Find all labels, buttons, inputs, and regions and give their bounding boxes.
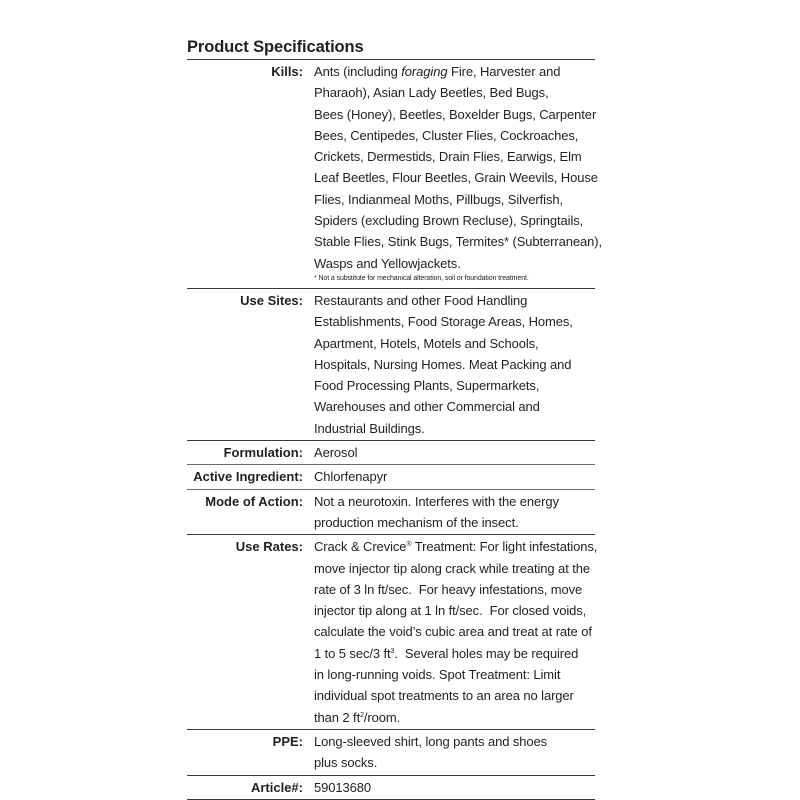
spec-row <box>187 289 595 441</box>
spec-value-line: production mechanism of the insect. <box>314 514 519 530</box>
spec-value-line: Pharaoh), Asian Lady Beetles, Bed Bugs, <box>314 85 549 101</box>
spec-value-line: Spiders (excluding Brown Recluse), Springtails, <box>314 213 584 229</box>
spec-label: Active Ingredient: <box>193 469 303 485</box>
spec-value-line: Aerosol <box>314 445 358 461</box>
product-specifications-sheet <box>187 36 603 800</box>
spec-value-line: Bees, Centipedes, Cluster Flies, Cockroaches, <box>314 127 579 143</box>
spec-value-line: injector tip along at 1 ln ft/sec. For closed voids, <box>314 603 587 619</box>
spec-row <box>187 535 598 730</box>
spec-value-line: Long-sleeved shirt, long pants and shoes <box>314 733 548 749</box>
spec-value-line: in long-running voids. Spot Treatment: Limit <box>314 667 561 683</box>
spec-value <box>314 60 602 288</box>
spec-value-line: Bees (Honey), Beetles, Boxelder Bugs, Carpenter <box>314 106 597 122</box>
spec-value <box>314 441 595 464</box>
spec-value-line: plus socks. <box>314 755 378 771</box>
spec-value-line: Ants (including foraging Fire, Harvester and <box>314 64 561 79</box>
spec-table <box>187 60 603 800</box>
spec-value <box>314 730 595 775</box>
spec-value-line: calculate the void’s cubic area and treat at rate of <box>314 624 592 640</box>
spec-label: Mode of Action: <box>205 493 303 509</box>
spec-value-line: move injector tip along crack while treating at the <box>314 560 590 576</box>
spec-value-line: Chlorfenapyr <box>314 469 388 485</box>
spec-value-line: Flies, Indianmeal Moths, Pillbugs, Silverfish, <box>314 191 564 207</box>
spec-value-line: Apartment, Hotels, Motels and Schools, <box>314 335 539 351</box>
spec-value <box>314 465 595 488</box>
spec-row <box>187 730 595 776</box>
spec-value-line: 59013680 <box>314 779 372 795</box>
spec-value <box>314 490 595 535</box>
spec-value-line: Not a neurotoxin. Interferes with the energy <box>314 493 559 509</box>
spec-label: Use Rates: <box>235 539 303 555</box>
spec-value-line: Crickets, Dermestids, Drain Flies, Earwigs, Elm <box>314 149 582 165</box>
spec-row <box>187 490 595 536</box>
spec-row <box>187 465 595 489</box>
spec-value-line: 1 to 5 sec/3 $ft^3$. Several holes may be required <box>314 645 579 661</box>
spec-label: Use Sites: <box>240 292 303 308</box>
footnote: * Not a substitute for mechanical alteration, soil or foundation treatment. <box>314 274 529 282</box>
spec-label: Article#: <box>250 779 303 795</box>
spec-value-line: Industrial Buildings. <box>314 420 425 436</box>
spec-value-line: Wasps and Yellowjackets. <box>314 255 461 271</box>
spec-row <box>187 60 603 289</box>
spec-value-line: individual spot treatments to an area no larger <box>314 688 574 704</box>
spec-label: PPE: <box>272 733 303 749</box>
page-title: Product Specifications <box>187 36 595 60</box>
spec-value-line: Warehouses and other Commercial and <box>314 399 540 415</box>
spec-row <box>187 441 595 465</box>
spec-value-line: Leaf Beetles, Flour Beetles, Grain Weevils, House <box>314 170 598 186</box>
spec-value-line: Food Processing Plants, Supermarkets, <box>314 378 540 394</box>
spec-value-line: Stable Flies, Stink Bugs, Termites* (Subterranean), <box>314 234 603 250</box>
spec-value-line: Crack & Crevice® Treatment: For light infestations, <box>314 539 598 555</box>
spec-value <box>314 289 595 440</box>
spec-value-line: Restaurants and other Food Handling <box>314 292 528 308</box>
spec-label: Kills: <box>271 64 303 79</box>
spec-value <box>314 535 597 729</box>
spec-value-line: Establishments, Food Storage Areas, Homes, <box>314 314 573 330</box>
spec-value-line: Hospitals, Nursing Homes. Meat Packing and <box>314 356 572 372</box>
spec-row <box>187 776 595 800</box>
spec-value-line: than 2 $ft^2$/room. <box>314 709 401 725</box>
spec-value-line: rate of 3 ln ft/sec. For heavy infestations, move <box>314 581 583 597</box>
spec-label: Formulation: <box>223 445 303 461</box>
spec-value <box>314 776 595 799</box>
